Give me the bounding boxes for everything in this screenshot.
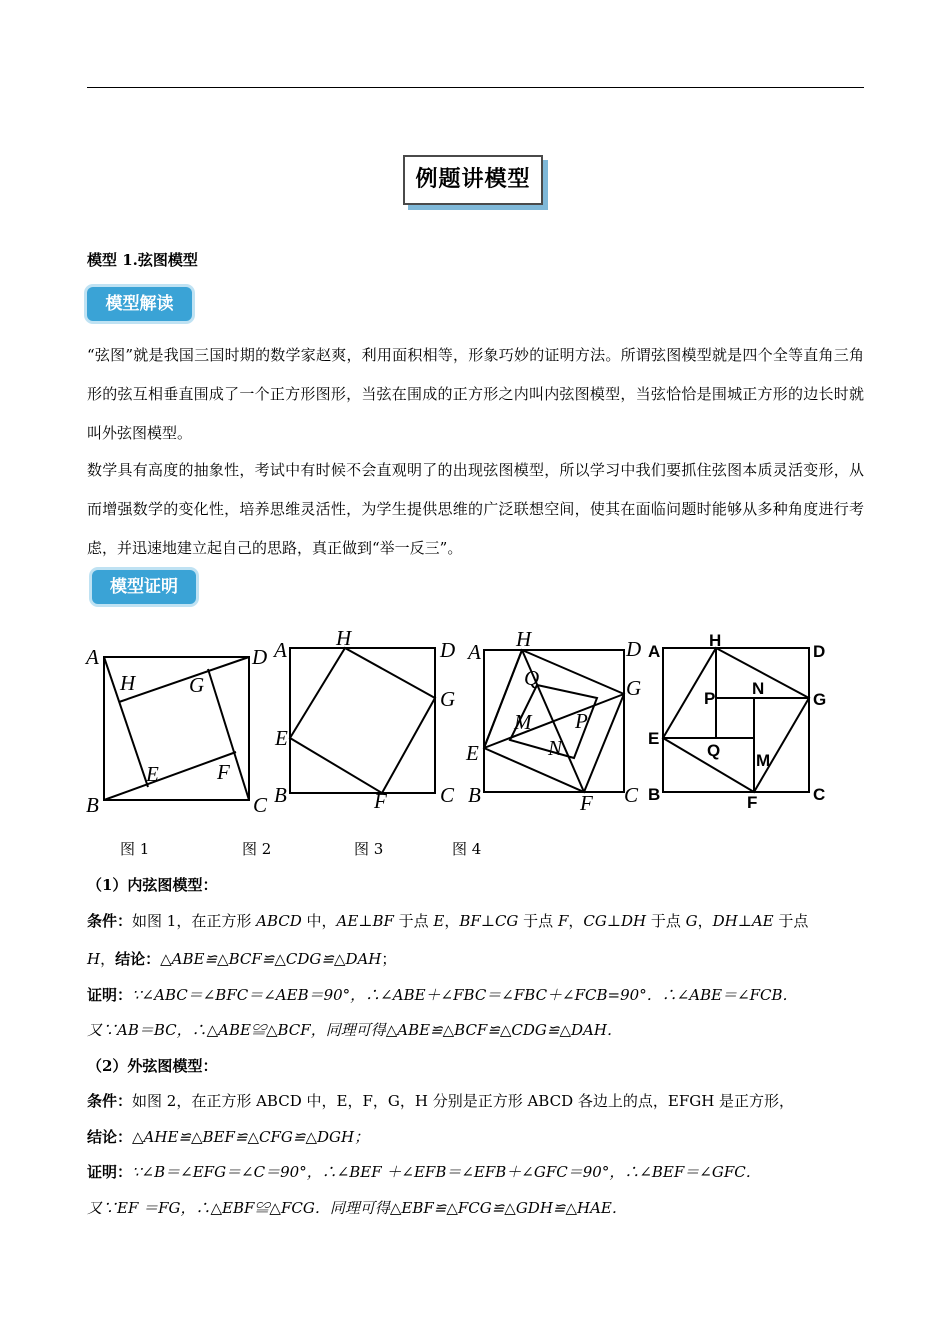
figure-caption-1: 图 1 [120, 840, 150, 858]
model-proof-badge [92, 570, 196, 604]
fig4-label-a: A [648, 642, 661, 661]
outer-condition-label: 条件： [87, 1092, 133, 1110]
intro-paragraph-2: 数学具有高度的抽象性，考试中有时候不会直观明了的出现弦图模型，所以学习中我们要抓住弦图本质灵活变形，从而增强数学的变化性，培养思维灵活性，为学生提供思维的广泛联想空间，使其在面临问题时能够从多种角度进行考虑，并迅速地建立起自己的思路，真正做到“举一反三”。 [87, 461, 864, 557]
fig4-label-g: G [813, 690, 827, 709]
intro-paragraph-1: “弦图”就是我国三国时期的数学家赵爽，利用面积相等，形象巧妙的证明方法。所谓弦图模型就是四个全等直角三角形的弦互相垂直围成了一个正方形图形，当弦在围成的正方形之内叫内弦图模型，当弦恰恰是围城正方形的边长时就叫外弦图模型。 [87, 346, 864, 442]
inner-proof-line-2: 又∵AB＝BC，∴△ABE≌△BCF，同理可得△ABE≌△BCF≌△CDG≌△DAH． [87, 1021, 622, 1039]
fig3-label-d: D [626, 637, 642, 661]
fig3-label-h: H [516, 630, 532, 651]
fig4-label-b: B [648, 785, 661, 804]
outer-model-title: （2）外弦图模型： [87, 1057, 218, 1075]
fig1-label-b: B [86, 793, 99, 817]
fig1-line-dh [119, 657, 249, 702]
fig3-label-m: M [514, 710, 532, 734]
outer-proof-line-1: 证明：∵∠B＝∠EFG＝∠C＝90°，∴∠BEF ＋∠EFB＝∠EFB＋∠GFC＝90°，∴∠BEF＝∠GFC． [87, 1163, 761, 1181]
figure-3-diagram [462, 630, 652, 820]
section-title-box [403, 155, 543, 205]
fig4-outer-square [663, 648, 809, 792]
fig4-label-p: P [704, 689, 716, 708]
fig3-label-e: E [466, 741, 479, 765]
model-read-badge [87, 287, 192, 321]
fig1-label-g: G [189, 673, 205, 697]
fig3-label-f: F [580, 791, 593, 815]
fig2-label-c: C [440, 783, 455, 807]
fig2-label-h: H [336, 630, 352, 650]
fig2-label-b: B [274, 783, 287, 807]
section-title: 例题讲模型 [415, 167, 531, 192]
figure-2-diagram [270, 630, 470, 820]
inner-proof-line-1: 证明：∵∠ABC＝∠BFC＝∠AEB＝90°，∴∠ABE＋∠FBC＝∠FBC＋∠FCB=90°．∴∠ABE＝∠FCB． [87, 986, 798, 1004]
figure-4 [646, 630, 836, 824]
fig3-label-b: B [468, 783, 481, 807]
model-proof-label: 模型证明 [110, 577, 178, 597]
fig3-label-n: N [548, 736, 563, 760]
figure-4-diagram [646, 630, 836, 820]
fig2-label-f: F [374, 789, 387, 813]
outer-condition-line: 条件：如图 2，在正方形 ABCD 中，E，F，G，H 分别是正方形 ABCD 各边上的点，EFGH 是正方形， [87, 1092, 795, 1110]
model-read-label: 模型解读 [105, 294, 174, 314]
fig1-label-c: C [253, 793, 268, 817]
fig1-label-e: E [146, 762, 159, 786]
figure-1-diagram [84, 630, 274, 820]
fig4-inner-square [663, 648, 809, 792]
fig3-label-p: P [575, 709, 588, 733]
figure-caption-4: 图 4 [452, 840, 482, 858]
fig3-label-c: C [624, 783, 639, 807]
fig4-label-f: F [747, 793, 758, 812]
fig2-inner-square [290, 648, 435, 793]
outer-proof-label: 证明： [87, 1163, 133, 1181]
fig4-label-n: N [752, 679, 765, 698]
outer-conclusion-line [87, 1126, 369, 1147]
fig2-outer-square [290, 648, 435, 793]
figure-caption-2: 图 2 [242, 840, 272, 858]
fig3-label-q: Q [524, 666, 540, 690]
figure-caption-3: 图 3 [354, 840, 384, 858]
inner-condition-label: 条件： [87, 912, 133, 930]
fig4-label-c: C [813, 785, 826, 804]
outer-conclusion-label: 结论： [87, 1128, 133, 1146]
fig4-label-d: D [813, 642, 826, 661]
fig4-label-e: E [648, 729, 660, 748]
fig4-label-m: M [756, 751, 771, 770]
figure-1 [84, 630, 274, 824]
fig1-label-d: D [252, 645, 268, 669]
fig1-label-f: F [217, 760, 230, 784]
outer-proof-line-2: 又∵EF ＝FG，∴△EBF≌△FCG．同理可得△EBF≌△FCG≌△GDH≌△HAE． [87, 1199, 627, 1217]
inner-condition-line: 条件：如图 1，在正方形 ABCD 中，AE⊥BF 于点 E，BF⊥CG 于点 F，CG⊥DH 于点 G，DH⊥AE 于点 [87, 912, 809, 930]
fig4-label-h: H [709, 631, 722, 650]
header-rule [87, 87, 864, 88]
inner-conclusion: △ABE≌△BCF≌△CDG≌△DAH [160, 950, 382, 968]
figure-2 [270, 630, 470, 824]
fig3-label-g: G [626, 676, 642, 700]
inner-conclusion-line: H，结论：△ABE≌△BCF≌△CDG≌△DAH； [87, 950, 397, 968]
fig2-label-a: A [274, 638, 287, 662]
inner-model-title: （1）内弦图模型： [87, 876, 218, 894]
inner-proof-label: 证明： [87, 986, 133, 1004]
figure-3 [462, 630, 652, 824]
fig2-label-g: G [440, 687, 456, 711]
inner-conclusion-label: 结论： [115, 950, 161, 968]
fig2-label-d: D [440, 638, 456, 662]
fig4-label-q: Q [707, 741, 721, 760]
fig2-label-e: E [275, 726, 288, 750]
fig1-label-a: A [86, 645, 99, 669]
fig1-label-h: H [120, 671, 136, 695]
fig3-label-a: A [468, 640, 481, 664]
model-heading: 模型 1.弦图模型 [87, 251, 198, 269]
outer-conclusion: △AHE≌△BEF≌△CFG≌△DGH； [132, 1128, 370, 1146]
